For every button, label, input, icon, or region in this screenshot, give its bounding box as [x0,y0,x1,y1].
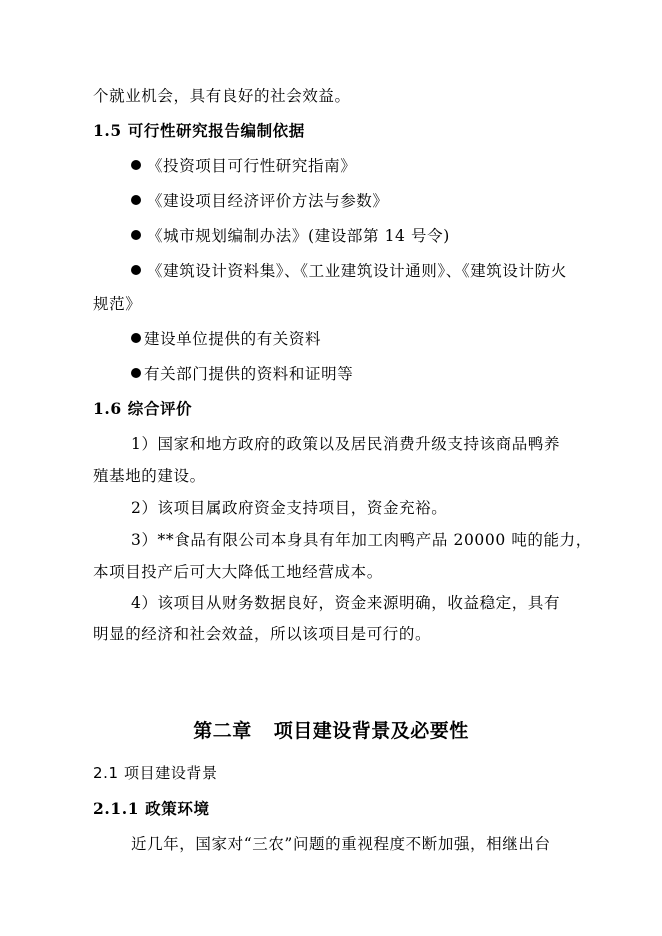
section-heading-1-5: 1.5 可行性研究报告编制依据 [93,121,305,140]
evaluation-item-continuation: 明显的经济和社会效益，所以该项目是可行的。 [93,625,432,643]
evaluation-item: 3）**食品有限公司本身具有年加工肉鸭产品 20000 吨的能力， [131,531,592,549]
bullet-dot-icon [131,265,141,275]
body-paragraph: 近几年，国家对“三农”问题的重视程度不断加强，相继出台 [131,835,551,853]
bullet-item: 《建筑设计资料集》、《工业建筑设计通则》、《建筑设计防火 [131,261,567,281]
chapter-label: 第二章 [193,720,252,742]
evaluation-item: 4）该项目从财务数据良好，资金来源明确，收益稳定，具有 [131,594,561,612]
evaluation-item-continuation: 本项目投产后可大大降低工地经营成本。 [93,563,383,581]
paragraph-continuation: 个就业机会，具有良好的社会效益。 [93,87,351,105]
bullet-item: 《投资项目可行性研究指南》 [131,156,356,176]
bullet-dot-icon [131,195,141,205]
section-heading-2-1: 2.1 项目建设背景 [93,764,218,782]
bullet-item: 《城市规划编制办法》(建设部第 14 号令) [131,226,450,246]
bullet-item: 建设单位提供的有关资料 [131,329,321,349]
bullet-dot-icon [131,333,141,343]
bullet-dot-icon [131,230,141,240]
chapter-name: 项目建设背景及必要性 [273,720,469,742]
evaluation-item-continuation: 殖基地的建设。 [93,467,206,485]
chapter-title [0,719,662,743]
bullet-dot-icon [131,368,141,378]
section-heading-2-1-1: 2.1.1 政策环境 [93,799,210,818]
bullet-item-continuation: 规范》 [93,295,142,313]
section-heading-1-6: 1.6 综合评价 [93,399,193,418]
bullet-item: 《建设项目经济评价方法与参数》 [131,191,389,211]
bullet-item: 有关部门提供的资料和证明等 [131,364,353,384]
evaluation-item: 2）该项目属政府资金支持项目，资金充裕。 [131,499,448,517]
evaluation-item: 1）国家和地方政府的政策以及居民消费升级支持该商品鸭养 [131,435,561,453]
bullet-dot-icon [131,160,141,170]
